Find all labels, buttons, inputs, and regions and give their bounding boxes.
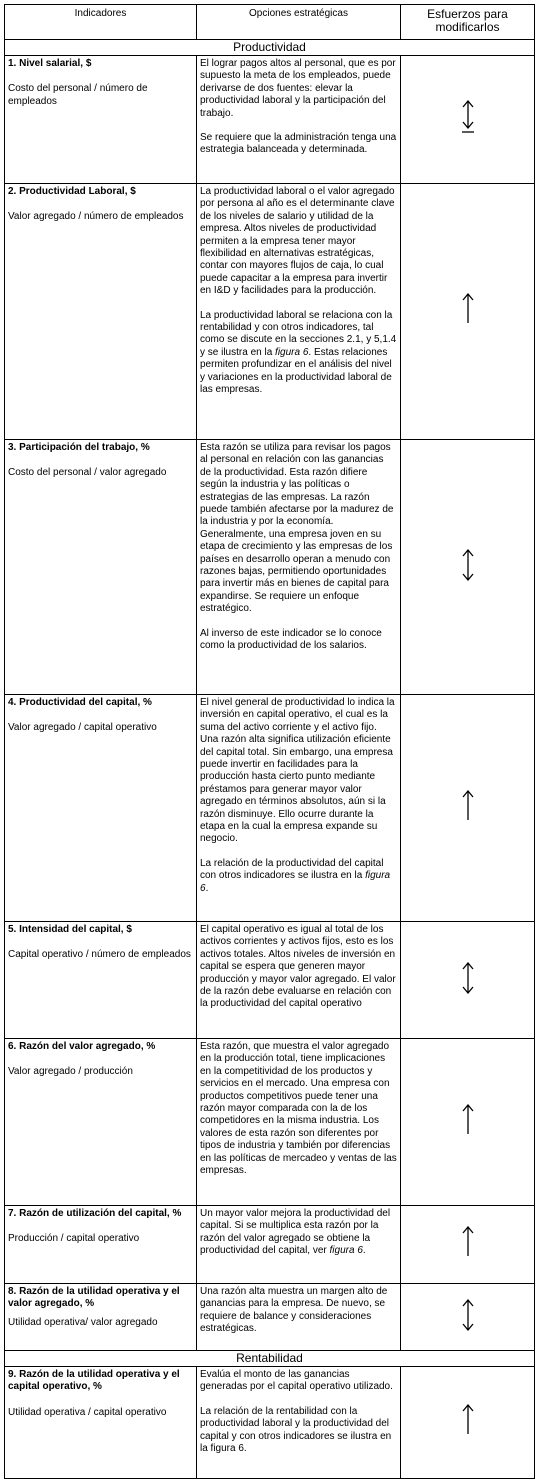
table-row (5, 1206, 535, 1284)
indicator-cell (5, 56, 197, 184)
indicator-name: 4. Productividad del capital, % (8, 697, 152, 708)
strategy-text: La productividad laboral o el valor agregado por persona al año es el determinante clave de los niveles de salario y utilidad de la empresa. Altos niveles de productividad permiten a la empresa tener mayor flexibilidad en alternativas estratégicas, contar con mayores flujos de caja, lo cual puede capacitar a la empresa para invertir en I&D y facilidades para la producción. (200, 186, 395, 297)
figure-reference: figura 6 (329, 1245, 363, 1257)
section-row-productividad (5, 40, 535, 56)
strategy-text: Al inverso de este indicador se lo conoce como la productividad de los salarios. (200, 627, 382, 652)
strategy-text-part: Un mayor valor mejora la productividad del capital. Si se multiplica esta razón por la razón del valor agregado se obtiene la productividad del capital, ver (200, 1208, 391, 1257)
strategy-cell (197, 440, 401, 695)
effort-cell (401, 56, 535, 184)
up-down-arrow-icon (460, 549, 476, 581)
indicator-name: 9. Razón de la utilidad operativa y el capital operativo, % (8, 1369, 180, 1393)
strategy-text-part: La productividad laboral se relaciona con la rentabilidad y con otros indicadores, tal como se discute en la secciones 2.1, y 5,1.4 y se ilustra en la (200, 309, 397, 358)
strategy-cell (197, 1284, 401, 1351)
section-title-productividad: Productividad (5, 40, 535, 56)
up-arrow-icon (460, 293, 476, 325)
strategy-text (200, 1208, 397, 1258)
indicator-formula: Valor agregado / producción (8, 1066, 133, 1078)
strategy-text-part: La relación de la productividad del capital con otros indicadores se ilustra en la (200, 857, 384, 882)
indicator-name: 2. Productividad Laboral, $ (8, 186, 136, 197)
indicator-cell (5, 1039, 197, 1206)
strategy-text (200, 858, 397, 895)
indicator-formula: Valor agregado / capital operativo (8, 722, 157, 734)
indicator-name: 1. Nivel salarial, $ (8, 58, 92, 69)
indicator-formula: Valor agregado / número de empleados (8, 211, 184, 223)
strategy-text-part: . Estas relaciones permiten profundizar en el análisis del nivel y variaciones en la productividad laboral de las empresas. (200, 346, 392, 396)
up-down-arrow-icon (460, 962, 476, 994)
indicator-formula: Producción / capital operativo (8, 1233, 140, 1245)
table-row (5, 184, 535, 440)
strategy-text: El nivel general de productividad lo indica la inversión en capital operativo, el cual es la suma del activo corriente y el activo fijo. Una razón alta significa utilización eficiente del capital total. Sin embargo, una empresa puede invertir en facilidades para la producción hasta cierto punto mediante préstamos para generar mayor valor agregado en términos absolutos, aún si la razón disminuye. Ello ocurre durante la etapa en la cual la empresa expande su negocio. (200, 697, 395, 845)
strategy-text-part: . (362, 1245, 366, 1257)
indicator-name: 7. Razón de utilización del capital, % (8, 1208, 182, 1219)
strategy-text: Evalúa el monto de las ganancias generadas por el capital operativo utilizado. (200, 1369, 393, 1393)
indicator-formula: Utilidad operativa/ valor agregado (8, 1316, 158, 1328)
indicator-formula: Utilidad operativa / capital operativo (8, 1406, 167, 1418)
indicator-name: 8. Razón de la utilidad operativa y el valor agregado, % (8, 1286, 180, 1310)
table-row (5, 1367, 535, 1479)
table-row (5, 695, 535, 922)
indicator-cell (5, 1284, 197, 1351)
indicator-cell (5, 184, 197, 440)
indicator-name: 6. Razón del valor agregado, % (8, 1041, 156, 1052)
section-row-rentabilidad (5, 1351, 535, 1367)
indicator-cell (5, 922, 197, 1039)
section-title-rentabilidad: Rentabilidad (5, 1351, 535, 1367)
strategy-text: Esta razón se utiliza para revisar los pagos al personal en relación con las ganancias de la productividad. Esta razón difiere según la industria y las políticas o estrategias de las empresas. La razón puede también afectarse por la madurez de la industria y por la economía. Generalmente, una empresa joven en su etapa de crecimiento y las empresas de los países en desarrollo operan a menudo con razones bajas, permitiendo oportunidades para invertir más en bienes de capital para expandirse. Se requiere un enfoque estratégico. (200, 442, 394, 615)
up-arrow-icon (460, 1226, 476, 1258)
strategy-cell (197, 922, 401, 1039)
effort-cell (401, 1284, 535, 1351)
strategy-text: Se requiere que la administración tenga una estrategia balanceada y determinada. (200, 132, 397, 156)
strategy-text: El lograr pagos altos al personal, que es por supuesto la meta de los empleados, puede derivarse de dos fuentes: elevar la productividad laboral y la participación del trabajo. (200, 58, 396, 119)
up-down-arrow-icon (460, 1299, 476, 1331)
figure-reference: figura 6 (275, 346, 309, 358)
indicator-formula: Costo del personal / número de empleados (8, 83, 148, 107)
effort-cell (401, 1039, 535, 1206)
up-arrow-icon (460, 790, 476, 822)
table-row (5, 922, 535, 1039)
strategy-cell (197, 695, 401, 922)
strategy-cell (197, 1206, 401, 1284)
strategy-text: La relación de la rentabilidad con la productividad laboral y la productividad del capital y con otros indicadores se ilustra en la figura 6. (200, 1405, 392, 1455)
effort-cell (401, 1367, 535, 1479)
strategy-cell (197, 1367, 401, 1479)
up-arrow-icon (460, 1104, 476, 1136)
effort-cell (401, 1206, 535, 1284)
effort-cell (401, 440, 535, 695)
table-row (5, 1284, 535, 1351)
effort-cell (401, 695, 535, 922)
strategy-text: El capital operativo es igual al total de los activos corrientes y activos fijos, esto es los activos totales. Altos niveles de inversión en capital se espera que generen mayor producción y mayor valor agregado. El valor de la razón debe evaluarse en relación con la productividad del capital operativo (200, 924, 396, 1010)
indicator-cell (5, 440, 197, 695)
header-row (5, 5, 535, 40)
indicator-cell (5, 1206, 197, 1284)
figure-reference: figura 6 (200, 870, 391, 894)
table-row (5, 56, 535, 184)
up-arrow-icon (460, 1404, 476, 1436)
header-indicadores: Indicadores (5, 5, 197, 40)
header-opciones: Opciones estratégicas (197, 5, 401, 40)
table-row (5, 1039, 535, 1206)
indicator-cell (5, 695, 197, 922)
indicator-formula: Costo del personal / valor agregado (8, 467, 167, 479)
strategy-text: Una razón alta muestra un margen alto de ganancias para la empresa. De nuevo, se requiere de balance y consideraciones estratégicas. (200, 1286, 388, 1335)
indicator-name: 5. Intensidad del capital, $ (8, 924, 132, 935)
indicator-cell (5, 1367, 197, 1479)
up-down-bar-icon (460, 100, 476, 134)
effort-cell (401, 184, 535, 440)
indicator-name: 3. Participación del trabajo, % (8, 442, 150, 453)
indicators-table (4, 4, 535, 1479)
strategy-cell (197, 56, 401, 184)
strategy-text-part: . (205, 882, 209, 894)
effort-cell (401, 922, 535, 1039)
strategy-text (200, 310, 397, 397)
indicator-formula: Capital operativo / número de empleados (8, 949, 191, 961)
strategy-text: Esta razón, que muestra el valor agregado en la producción total, tiene implicaciones en la competitividad de los productos y servicios en el mercado. Una empresa con productos competitivos puede tener una razón mayor comparada con la de los competidores en la misma industria. Los valores de esta razón son diferentes por tipos de industria y también por diferencias en las políticas de mercadeo y ventas de las empresas. (200, 1041, 397, 1177)
strategy-cell (197, 1039, 401, 1206)
table-row (5, 440, 535, 695)
header-esfuerzos: Esfuerzos para modificarlos (401, 5, 535, 40)
strategy-cell (197, 184, 401, 440)
